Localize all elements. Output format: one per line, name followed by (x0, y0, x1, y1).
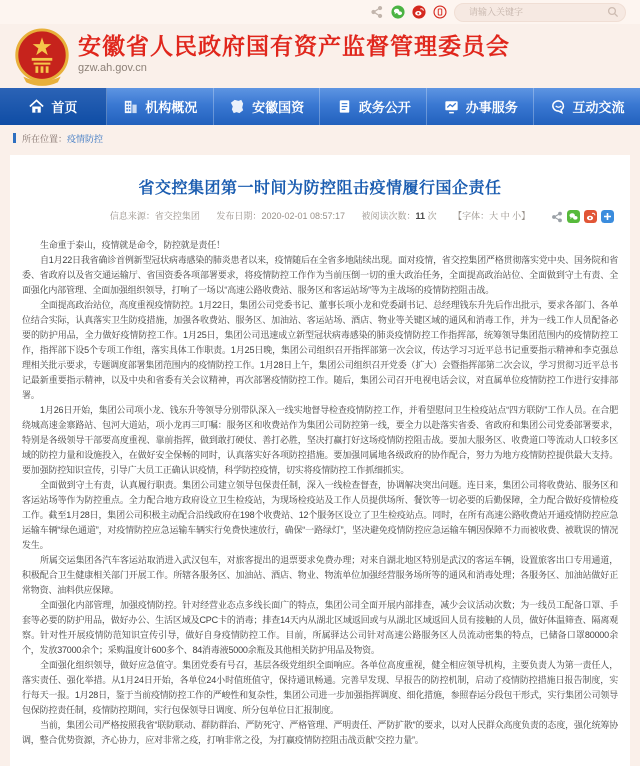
nav-item-gov-disclosure[interactable] (320, 88, 427, 125)
breadcrumb-marker (13, 133, 16, 143)
more-share-icon[interactable] (601, 210, 614, 223)
nav-label: 办事服务 (465, 100, 518, 115)
nav-item-interaction[interactable] (534, 88, 640, 125)
meta-date (216, 211, 345, 221)
article-paragraph: 全面做到守土有责，认真履行职责。集团公司建立领导包保责任制，深入一线检查督查，协调解决突出问题。连日来，集团公司将收费站、服务区和客运站场等作为防控重点。全力配合地方政府设立卫生检疫站，为现场检疫站及工作人员提供场所、餐饮等一切必要的后勤保障，全力配合做好疫情检疫工作。截至1月28日，集团公司积极主动配合沿线政府在198个收费站、12个服务区设立了卫生检疫站点。同时，在所有高速公路收费站开通疫情防控应急运输车辆“绿色通道”，对疫情防控应急运输车辆实行免费快速放行，确保“一路绿灯”，坚决避免疫情防控应急运输车辆因保障不力而被收费、被耽误的情况发生。 (22, 480, 618, 550)
top-utility-bar (0, 0, 640, 24)
main-nav (0, 88, 640, 125)
meta-views-value: 11 (415, 211, 426, 221)
meta-source (110, 211, 200, 221)
nav-label: 政务公开 (358, 100, 411, 115)
site-header (0, 24, 640, 88)
nav-item-anhui-soe[interactable] (214, 88, 321, 125)
breadcrumb-current-link[interactable]: 疫情防控 (67, 133, 104, 144)
meta-views-label: 被阅读次数： (361, 211, 416, 221)
search-input[interactable] (467, 6, 607, 18)
document-icon (336, 98, 353, 115)
meta-date-value: 2020-02-01 08:57:17 (261, 211, 346, 221)
nav-label: 安徽国资 (252, 100, 305, 115)
article-paragraph: 生命重于泰山，疫情就是命令，防控就是责任！ (40, 240, 225, 250)
article-paragraph: 全面提高政治站位，高度重视疫情防控。1月22日，集团公司党委书记、董事长项小龙和党委副书记、总经理钱东升先后作出批示，要求各部门、各单位结合实际，认真落实卫生防疫措施，加强各收费站、服务区、加油站、客运站场、酒店、物业等关键区域的通风和消毒工作，并为一线工作人员配备必要的防护用品，全力做好疫情防控工作。1月25日，集团公司迅速成立新型冠状病毒感染的肺炎疫情防控工作指挥部，统筹领导集团范围内的疫情防控工作，指挥部下设5个专项工作组，落实具体工作职责。1月25日晚，集团公司组织召开指挥部第一次会议，传达学习习近平总书记重要指示精神和李克强总理相关批示要求，专题调度部署集团范围内的疫情防控工作。1月28日上午，集团公司组织召开党委（扩大）会暨指挥部第二次会议，学习贯彻习近平总书记最新重要指示精神，以及中央和省委有关会议精神，再次部署疫情防控工作。随后，集团公司召开电视电话会议，对直属单位疫情防控工作进行安排部署。 (22, 300, 618, 400)
site-url: gzw.ah.gov.cn (78, 62, 147, 74)
breadcrumb (0, 125, 640, 151)
anhui-map-icon (229, 98, 246, 115)
search-box (454, 3, 626, 22)
font-size-control[interactable]: 【字体：大 中 小】 (453, 211, 531, 221)
mobile-icon[interactable] (433, 5, 447, 19)
weibo-icon[interactable] (412, 5, 426, 19)
nav-item-services[interactable] (427, 88, 534, 125)
wechat-share-icon[interactable] (567, 210, 580, 223)
meta-views-suffix: 次 (425, 211, 437, 221)
home-icon (28, 98, 45, 115)
nav-label: 机构概况 (145, 100, 198, 115)
search-icon[interactable] (607, 6, 619, 18)
share-toolbar (551, 210, 614, 223)
nav-label: 首页 (51, 100, 78, 115)
article-meta-bar (22, 210, 618, 228)
wechat-icon[interactable] (391, 5, 405, 19)
nav-label: 互动交流 (572, 100, 625, 115)
building-icon (122, 98, 139, 115)
article-paragraph: 自1月22日我省确诊首例新型冠状病毒感染的肺炎患者以来，疫情随后在全省多地陆续出现。面对疫情，省交控集团严格贯彻落实党中央、国务院和省委、省政府以及省交通运输厅、省国资委各项部署要求，将疫情防控工作作为当前压倒一切的重大政治任务，全面提高政治站位、全面做到守土有责、全面强化内部管理、全面加强组织领导，打响了一场以“高速公路收费站、服务区和客运站场”等为主战场的疫情防控阻击战。 (22, 255, 618, 295)
meta-source-label: 信息来源： (109, 211, 155, 221)
breadcrumb-label: 所在位置： (22, 133, 68, 144)
meta-views (362, 211, 437, 221)
nav-item-home[interactable] (0, 88, 107, 125)
meta-source-value: 省交控集团 (154, 211, 200, 221)
article-paragraph: 1月26日开始，集团公司项小龙、钱东升等领导分别带队深入一线实地督导检查疫情防控工作，并看望慰问卫生检疫站点“四方联防”工作人员。在合肥绕城高速金寨路站、包河大道站，项小龙再三叮嘱：服务区和收费站作为集团公司防控第一线，要全力以赴落实省委、省政府和集团公司党委部署要求，特别是各级领导干部要高度重视、靠前指挥，做到敢打硬仗、善打必胜，坚决打赢打好这场疫情防控阻击战。要加大服务区、收费道口等流动人口较多区域的防控力量和设施投入，在做好安全保畅的同时，认真落实好各项防控措施。要加强同属地各级政府的协作配合，努力为地方疫情防控提供最大支持。要加强防控知识宣传，引导广大员工正确认识疫情，科学防控疫情，切实将疫情防控工作抓细抓实。 (22, 405, 618, 475)
site-title: 安徽省人民政府国有资产监督管理委员会 (78, 33, 510, 59)
national-emblem-logo (14, 28, 70, 86)
article-body (22, 238, 618, 748)
share-icon[interactable] (370, 5, 384, 19)
article-card (10, 155, 630, 766)
article-paragraph: 所属交运集团各汽车客运站取消进入武汉包车，对旅客提出的退票要求免费办理；对来自湖北地区特别是武汉的客运车辆，设置旅客出口专用通道，积极配合卫生健康相关部门开展工作。所辖各服务区、加油站、酒店、物业、物流单位加强经营服务场所等的通风和消毒处理；各服务区、加油站做好正常物资、油料供应保障。 (22, 555, 618, 595)
monitor-icon (443, 98, 460, 115)
article-paragraph: 当前，集团公司严格按照我省“联防联动、群防群治、严防死守、严格管理、严明责任、严防扩散”的要求，以对人民群众高度负责的态度，强化统筹协调，整合优势资源，齐心协力，应对非常之疫，打响非常之役，为打赢疫情防控阻击战贡献“交控力量”。 (22, 720, 618, 745)
nav-item-org-overview[interactable] (107, 88, 214, 125)
article-paragraph: 全面强化组织领导，做好应急值守。集团党委有号召，基层各级党组织全面响应。各单位高度重视，健全相应领导机构，主要负责人为第一责任人，落实责任、强化举措。从1月24日开始，各单位24小时值班值守，保持通讯畅通。完善早发现、早报告的防控机制，启动了疫情防控措施日报告制度，实行每天一报。1月28日，鉴于当前疫情防控工作的严峻性和复杂性，集团公司进一步加强指挥调度、细化措施，参照春运分段包干形式，实行集团公司领导包保防控责任制，疫情防控期间，实行包保领导日调度、所分包单位日汇报制度。 (22, 660, 618, 715)
article-paragraph: 全面强化内部管理，加强疫情防控。针对经营业态点多线长面广的特点，集团公司全面开展内部排查，减少会议活动次数；为一线员工配备口罩、手套等必要的防护用品，做好办公、生活区域及CPC卡的消毒；排查14天内从湖北区域返回或与从湖北区域返回人员有接触的人员，做好体温筛查、隔离观察。针对性开展疫情防范知识宣传引导，做好自身疫情防控工作。目前，所属驿达公司针对高速公路服务区人员流动密集的特点，已储备口罩80000余个，发放37000余个；采购温度计600多个、84消毒液5000余瓶及其他相关防护用品及物资。 (22, 600, 618, 655)
meta-date-label: 发布日期： (216, 211, 262, 221)
article-title: 省交控集团第一时间为防控阻击疫情履行国企责任 (138, 180, 502, 197)
weibo-share-icon[interactable] (584, 210, 597, 223)
share-icon[interactable] (551, 211, 563, 223)
chat-icon (550, 98, 567, 115)
